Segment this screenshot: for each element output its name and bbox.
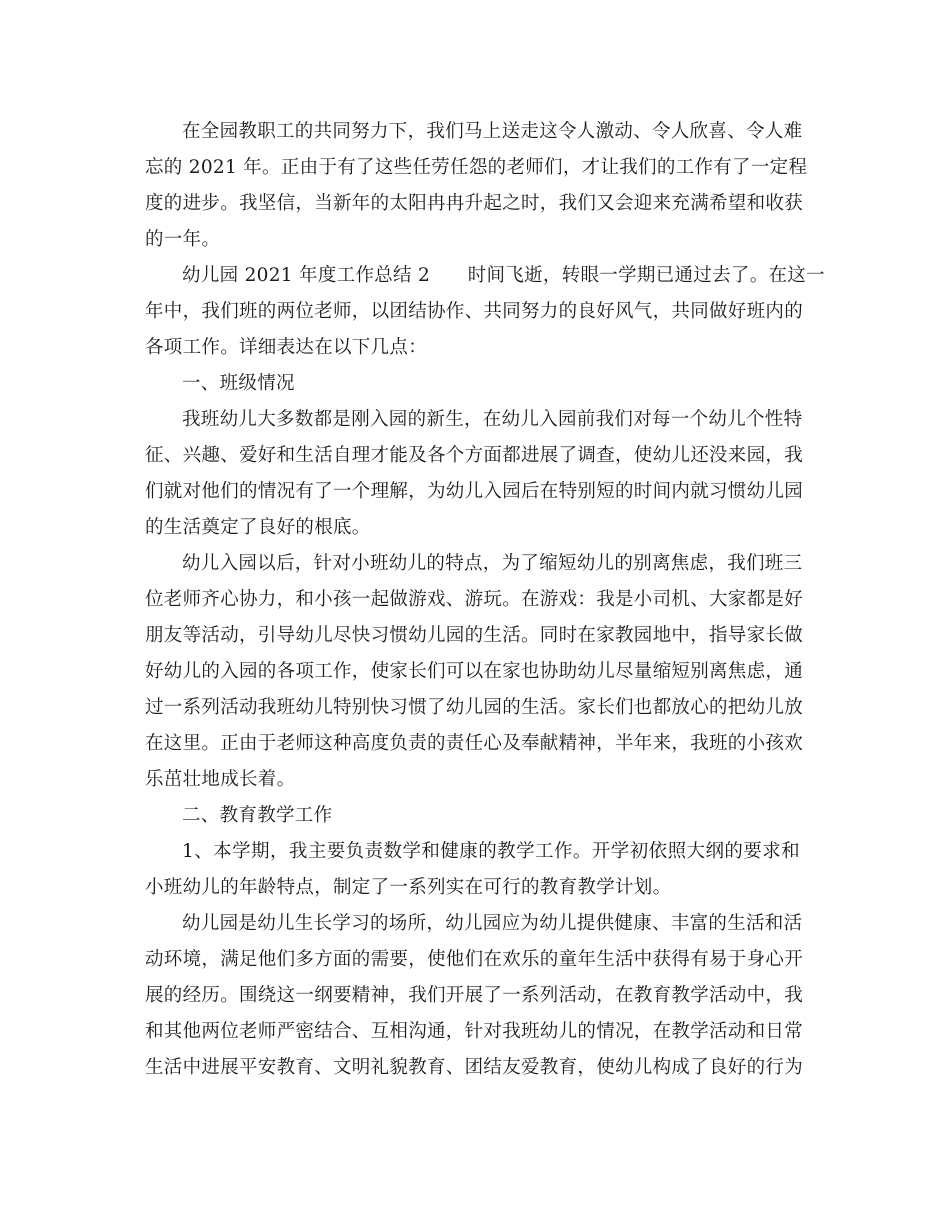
text-line: 的一年。 [145,229,221,250]
text-line: 生活中进展平安教育、文明礼貌教育、团结友爱教育，使幼儿构成了良好的行为 [145,1057,804,1078]
document-body [145,114,825,1086]
text-line: 乐茁壮地成长着。 [145,769,296,790]
text-line: 们就对他们的情况有了一个理解，为幼儿入园后在特别短的时间内就习惯幼儿园 [145,481,804,502]
text-line: 朋友等活动，引导幼儿尽快习惯幼儿园的生活。同时在家教园地中，指导家长做 [145,625,804,646]
text-line: 幼儿园 2021 年度工作总结 2 时间飞逝，转眼一学期已通过去了。在这一 [182,265,825,286]
text-line: 在这里。正由于老师这种高度负责的责任心及奉献精神，半年来，我班的小孩欢 [145,733,804,754]
text-line: 幼儿入园以后，针对小班幼儿的特点，为了缩短幼儿的别离焦虑，我们班三 [182,553,803,574]
text-line: 展的经历。围绕这一纲要精神，我们开展了一系列活动，在教育教学活动中，我 [145,985,804,1006]
text-line: 过一系列活动我班幼儿特别快习惯了幼儿园的生活。家长们也都放心的把幼儿放 [145,697,804,718]
text-line: 忘的 2021 年。正由于有了这些任劳任怨的老师们，才让我们的工作有了一定程 [145,157,808,178]
text-line: 好幼儿的入园的各项工作，使家长们可以在家也协助幼儿尽量缩短别离焦虑，通 [145,661,804,682]
text-line: 的生活奠定了良好的根底。 [145,517,371,538]
text-line: 位老师齐心协力，和小孩一起做游戏、游玩。在游戏：我是小司机、大家都是好 [145,589,804,610]
text-line: 幼儿园是幼儿生长学习的场所，幼儿园应为幼儿提供健康、丰富的生活和活 [182,913,803,934]
text-line: 1、本学期，我主要负责数学和健康的教学工作。开学初依照大纲的要求和 [182,841,800,862]
text-line: 二、教育教学工作 [182,805,333,826]
text-line: 度的进步。我坚信，当新年的太阳冉冉升起之时，我们又会迎来充满希望和收获 [145,193,804,214]
text-line: 在全园教职工的共同努力下，我们马上送走这令人激动、令人欣喜、令人难 [182,121,803,142]
text-line: 和其他两位老师严密结合、互相沟通，针对我班幼儿的情况，在教学活动和日常 [145,1021,804,1042]
text-line: 各项工作。详细表达在以下几点： [145,337,428,358]
text-line: 征、兴趣、爱好和生活自理才能及各个方面都进展了调查，使幼儿还没来园，我 [145,445,804,466]
text-line: 动环境，满足他们多方面的需要，使他们在欢乐的童年生活中获得有易于身心开 [145,949,804,970]
text-line: 年中，我们班的两位老师，以团结协作、共同努力的良好风气，共同做好班内的 [145,301,804,322]
text-line: 我班幼儿大多数都是刚入园的新生，在幼儿入园前我们对每一个幼儿个性特 [182,409,803,430]
text-line: 小班幼儿的年龄特点，制定了一系列实在可行的教育教学计划。 [145,877,672,898]
text-line: 一、班级情况 [182,373,295,394]
